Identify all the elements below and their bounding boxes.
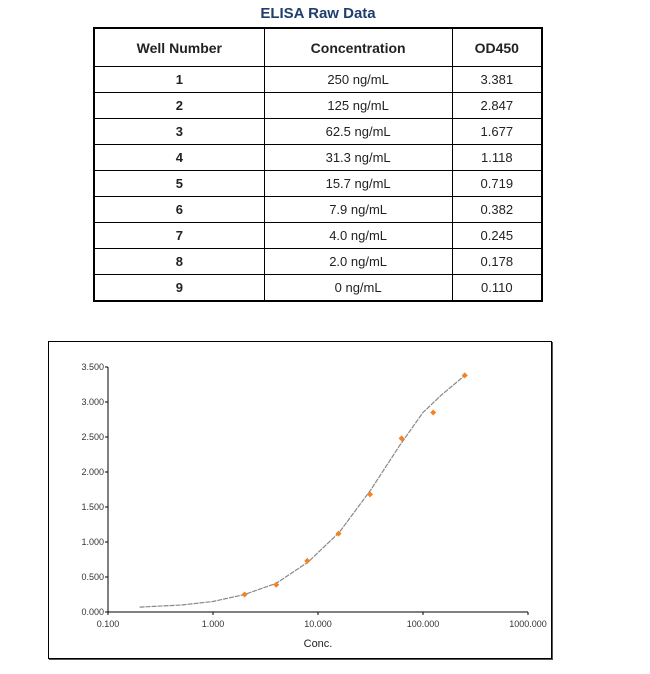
od450-cell: 0.719	[452, 171, 542, 197]
concentration-cell: 15.7 ng/mL	[264, 171, 452, 197]
well-number-cell: 6	[94, 197, 264, 223]
od450-cell: 0.178	[452, 249, 542, 275]
table-row	[94, 119, 542, 145]
y-tick-label: 2.000	[81, 467, 104, 477]
table-row	[94, 249, 542, 275]
standard-curve-chart	[48, 341, 552, 659]
well-number-cell: 1	[94, 67, 264, 93]
well-number-cell: 4	[94, 145, 264, 171]
concentration-cell: 7.9 ng/mL	[264, 197, 452, 223]
well-number-cell: 7	[94, 223, 264, 249]
y-tick-label: 1.000	[81, 537, 104, 547]
x-axis-label: Conc.	[303, 638, 333, 650]
data-point	[242, 592, 248, 598]
concentration-cell: 2.0 ng/mL	[264, 249, 452, 275]
well-number-cell: 8	[94, 249, 264, 275]
well-number-cell: 3	[94, 119, 264, 145]
x-tick-label: 1000.000	[509, 619, 547, 629]
well-number-cell: 2	[94, 93, 264, 119]
od450-cell: 3.381	[452, 67, 542, 93]
chart-svg	[49, 342, 551, 658]
concentration-cell: 62.5 ng/mL	[264, 119, 452, 145]
concentration-cell: 4.0 ng/mL	[264, 223, 452, 249]
od450-cell: 1.118	[452, 145, 542, 171]
concentration-cell: 0 ng/mL	[264, 275, 452, 302]
well-number-cell: 5	[94, 171, 264, 197]
od450-cell: 0.110	[452, 275, 542, 302]
column-header: Concentration	[264, 28, 452, 67]
y-tick-label: 3.500	[81, 362, 104, 372]
y-tick-label: 0.500	[81, 572, 104, 582]
data-point	[430, 410, 436, 416]
y-tick-label: 3.000	[81, 397, 104, 407]
od450-cell: 0.382	[452, 197, 542, 223]
table-row	[94, 171, 542, 197]
table-row	[94, 197, 542, 223]
table-row	[94, 93, 542, 119]
y-tick-label: 2.500	[81, 432, 104, 442]
table-title: ELISA Raw Data	[260, 5, 376, 22]
table-row	[94, 145, 542, 171]
od450-cell: 0.245	[452, 223, 542, 249]
table-row	[94, 67, 542, 93]
od450-cell: 1.677	[452, 119, 542, 145]
x-tick-label: 100.000	[406, 619, 440, 629]
y-tick-label: 1.500	[81, 502, 104, 512]
x-tick-label: 0.100	[96, 619, 120, 629]
table-row	[94, 223, 542, 249]
od450-cell: 2.847	[452, 93, 542, 119]
y-tick-label: 0.000	[81, 607, 104, 617]
data-point	[304, 558, 310, 564]
x-tick-label: 1.000	[201, 619, 225, 629]
column-header: OD450	[452, 28, 542, 67]
concentration-cell: 125 ng/mL	[264, 93, 452, 119]
column-header: Well Number	[94, 28, 264, 67]
well-number-cell: 9	[94, 275, 264, 302]
x-tick-label: 10.000	[304, 619, 332, 629]
concentration-cell: 31.3 ng/mL	[264, 145, 452, 171]
fit-curve-line	[140, 375, 465, 607]
concentration-cell: 250 ng/mL	[264, 67, 452, 93]
data-point	[367, 491, 373, 497]
elisa-data-table	[93, 27, 543, 302]
table-row	[94, 275, 542, 302]
